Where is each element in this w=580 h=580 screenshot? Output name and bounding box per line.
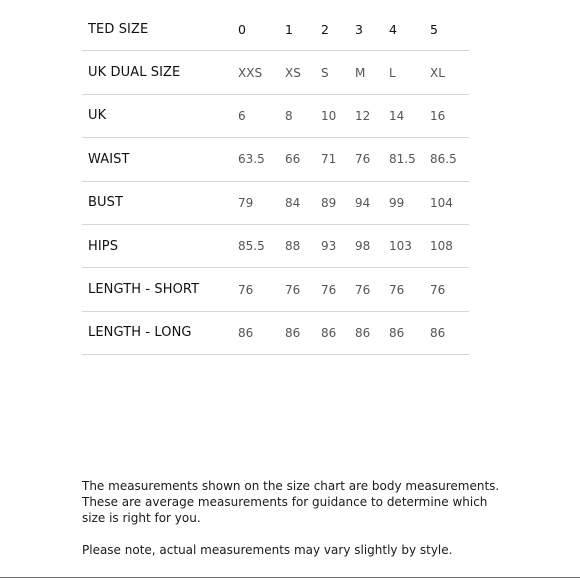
table-cell: 4	[389, 21, 397, 37]
table-cell: 5	[430, 21, 438, 37]
table-cell: L	[389, 65, 396, 80]
table-row-uk-dual-size	[82, 51, 469, 94]
row-label: LENGTH - SHORT	[88, 282, 200, 298]
table-cell: 86	[238, 325, 254, 340]
table-cell: 94	[355, 195, 371, 210]
table-cell: 99	[389, 195, 405, 210]
table-cell: 76	[430, 282, 446, 297]
row-label: UK	[88, 108, 107, 124]
row-label: WAIST	[88, 151, 130, 167]
table-cell: 76	[355, 282, 371, 297]
table-cell: 3	[355, 21, 363, 37]
table-cell: 66	[285, 152, 301, 167]
table-cell: XS	[285, 65, 301, 80]
table-cell: 76	[285, 282, 301, 297]
table-row-waist	[82, 138, 469, 181]
row-label: HIPS	[88, 238, 119, 254]
table-cell: 76	[238, 282, 254, 297]
table-cell: 6	[238, 108, 246, 123]
table-cell: 108	[430, 239, 453, 254]
table-cell: 1	[285, 21, 293, 37]
table-cell: 84	[285, 195, 301, 210]
table-cell: 86	[285, 325, 301, 340]
table-cell: 2	[321, 21, 329, 37]
table-cell: 76	[389, 282, 405, 297]
table-cell: XL	[430, 65, 445, 80]
table-cell: 88	[285, 239, 301, 254]
table-cell: 103	[389, 239, 412, 254]
table-cell: 14	[389, 108, 405, 123]
table-cell: 0	[238, 21, 246, 37]
table-cell: M	[355, 65, 366, 80]
table-cell: 10	[321, 108, 337, 123]
table-cell: XXS	[238, 65, 263, 80]
row-label: BUST	[88, 195, 124, 211]
row-label: UK DUAL SIZE	[88, 65, 181, 81]
table-row-bust	[82, 182, 469, 225]
table-cell: 86	[321, 325, 337, 340]
table-cell: 89	[321, 195, 337, 210]
table-cell: 86	[355, 325, 371, 340]
table-row-length-short	[82, 268, 469, 311]
table-cell: 86	[430, 325, 446, 340]
row-label: TED SIZE	[88, 21, 149, 37]
table-cell: 76	[355, 152, 371, 167]
table-row-length-long	[82, 312, 469, 355]
table-cell: 81.5	[389, 152, 416, 167]
table-cell: 76	[321, 282, 337, 297]
table-cell: 16	[430, 108, 446, 123]
table-cell: 98	[355, 239, 371, 254]
table-cell: 86	[389, 325, 405, 340]
table-cell: S	[321, 65, 329, 80]
style-variance-note: Please note, actual measurements may vary slightly by style.	[82, 543, 453, 557]
table-row-ted-size	[82, 8, 469, 51]
table-row-uk	[82, 95, 469, 138]
size-chart-notes	[82, 478, 502, 558]
row-label: LENGTH - LONG	[88, 325, 192, 341]
table-cell: 71	[321, 152, 337, 167]
table-cell: 63.5	[238, 152, 265, 167]
table-cell: 8	[285, 108, 293, 123]
table-cell: 93	[321, 239, 337, 254]
table-row-hips	[82, 225, 469, 268]
size-chart-table	[82, 8, 469, 355]
table-cell: 104	[430, 195, 453, 210]
bottom-divider	[0, 577, 580, 578]
table-cell: 86.5	[430, 152, 457, 167]
measurement-note: The measurements shown on the size chart are body measurements. These are average measurements for guidance to determine which size is right for you.	[82, 479, 500, 525]
table-cell: 85.5	[238, 239, 265, 254]
table-cell: 79	[238, 195, 254, 210]
table-cell: 12	[355, 108, 371, 123]
